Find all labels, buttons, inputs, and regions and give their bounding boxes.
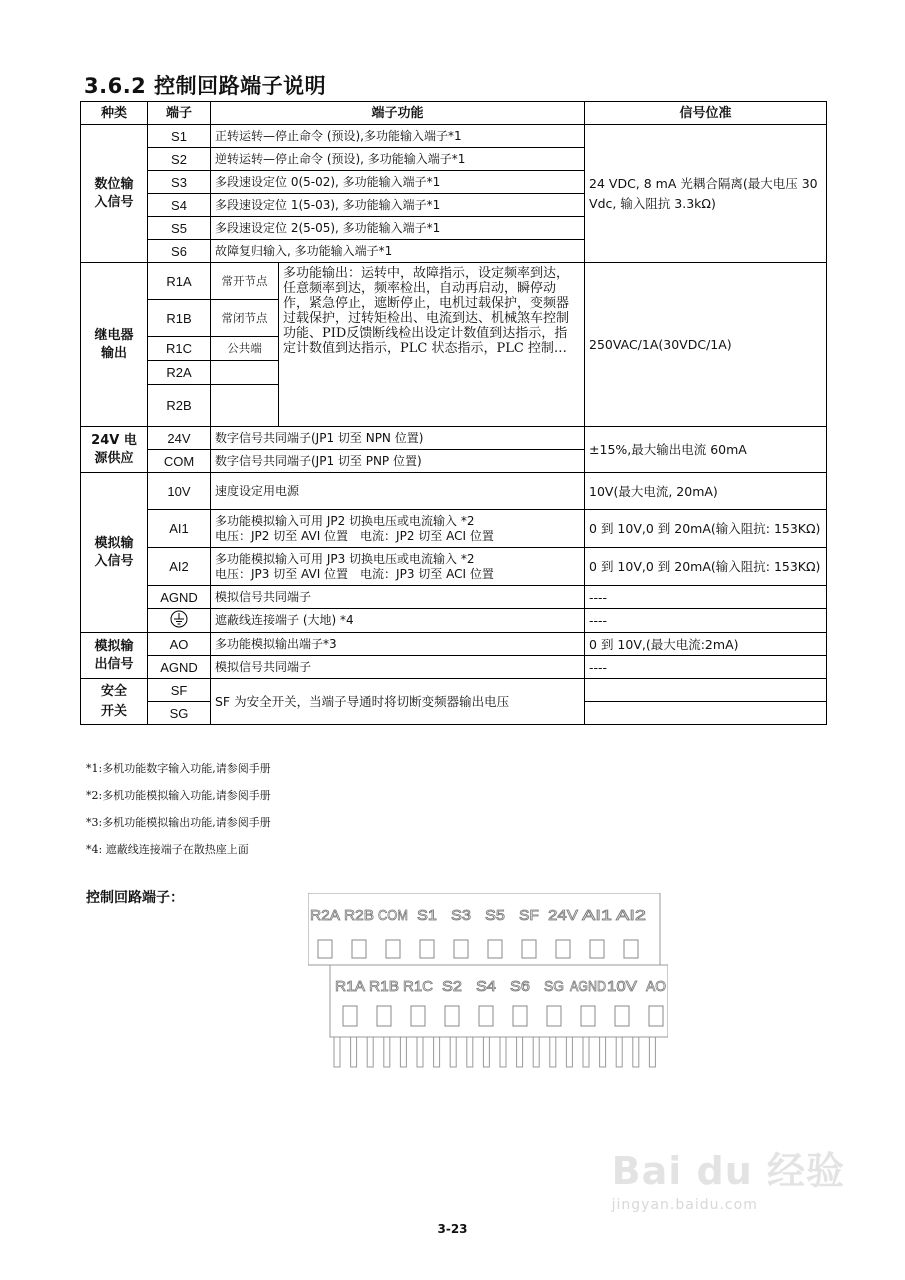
table-row (81, 679, 827, 702)
category-relay (81, 263, 148, 427)
category-label: 模拟输出信号 (94, 638, 134, 672)
category-analog-out (81, 633, 148, 679)
function-line: 速度设定用电源 (215, 483, 300, 498)
terminal-label-top: COM (378, 907, 408, 924)
terminal-cell: S3 (148, 171, 211, 194)
function-line: 电压：JP3 切至 AVI 位置 电流：JP3 切至 ACI 位置 (215, 566, 494, 581)
terminal-screw-top (590, 940, 604, 958)
table-row (81, 609, 827, 633)
terminal-cell: R2B (148, 385, 211, 427)
terminal-pin (616, 1037, 622, 1067)
signal-cell (585, 679, 827, 702)
terminal-label-top: S3 (451, 907, 471, 924)
signal-cell: 10V(最大电流, 20mA) (585, 473, 827, 510)
signal-cell: 0 到 10V,0 到 20mA(输入阻抗: 153KΩ) (585, 548, 827, 586)
function-cell (211, 548, 585, 586)
function-cell (211, 586, 585, 609)
terminal-cell: 24V (148, 427, 211, 450)
function-cell: 数字信号共同端子(JP1 切至 PNP 位置) (211, 450, 585, 473)
function-cell: 多段速设定位 1(5-03), 多功能输入端子*1 (211, 194, 585, 217)
terminal-label-bottom: 10V (607, 978, 637, 995)
footnotes (86, 760, 271, 868)
ground-icon (170, 610, 188, 628)
terminal-cell: AO (148, 633, 211, 656)
signal-cell: ---- (585, 609, 827, 633)
terminal-screw-top (318, 940, 332, 958)
terminal-label-bottom: AGND (570, 978, 607, 995)
terminal-screw-bottom (479, 1006, 493, 1026)
table-row (81, 510, 827, 548)
terminal-screw-bottom (513, 1006, 527, 1026)
header-category: 种类 (81, 102, 148, 125)
function-cell: 多段速设定位 2(5-05), 多功能输入端子*1 (211, 217, 585, 240)
function-line: 模拟信号共同端子 (215, 589, 312, 604)
terminal-pin (600, 1037, 606, 1067)
page-number: 3-23 (437, 1222, 468, 1236)
category-power (81, 427, 148, 473)
control-terminal-title: 控制回路端子： (86, 890, 184, 906)
function-cell: 多功能模拟输出端子*3 (211, 633, 585, 656)
category-analog-in (81, 473, 148, 633)
terminal-pin (500, 1037, 506, 1067)
terminal-cell: R2A (148, 361, 211, 385)
terminal-pin (400, 1037, 406, 1067)
terminal-cell (148, 609, 211, 633)
terminal-pin (450, 1037, 456, 1067)
footnote: *4: 遮蔽线连接端子在散热座上面 (86, 843, 249, 856)
terminal-cell: AI2 (148, 548, 211, 586)
terminal-cell: AI1 (148, 510, 211, 548)
terminal-label-top: S5 (485, 907, 505, 924)
terminal-pin (417, 1037, 423, 1067)
function-cell: 数字信号共同端子(JP1 切至 NPN 位置) (211, 427, 585, 450)
terminal-screw-bottom (581, 1006, 595, 1026)
function-cell: 故障复归输入, 多功能输入端子*1 (211, 240, 585, 263)
signal-cell (585, 125, 827, 263)
terminal-pin (649, 1037, 655, 1067)
function-line: 多功能模拟输入可用 JP2 切换电压或电流输入 *2 (215, 513, 475, 528)
terminal-pin (517, 1037, 523, 1067)
function-cell: 逆转运转—停止命令 (预设), 多功能输入端子*1 (211, 148, 585, 171)
watermark (612, 1140, 845, 1213)
terminal-screw-top (352, 940, 366, 958)
footnote: *2:多机功能模拟输入功能,请参阅手册 (86, 789, 271, 802)
terminal-screw-top (420, 940, 434, 958)
table-row (81, 263, 827, 300)
category-label: 继电器输出 (94, 327, 134, 361)
terminal-label-top: AI2 (616, 907, 646, 924)
signal-cell: 0 到 10V,0 到 20mA(输入阻抗: 153KΩ) (585, 510, 827, 548)
terminal-cell: 10V (148, 473, 211, 510)
terminal-cell: S6 (148, 240, 211, 263)
signal-cell: ---- (585, 586, 827, 609)
function-line: 遮蔽线连接端子 (大地) *4 (215, 613, 354, 627)
function-cell (211, 473, 585, 510)
terminal-label-top: R2B (344, 907, 374, 924)
terminal-label-top: 24V (548, 907, 578, 924)
terminal-block-diagram (308, 893, 668, 1087)
relay-function-cell: 多功能输出：运转中，故障指示，设定频率到达，任意频率到达，频率检出，自动再启动，瞬停动作，紧急停止，遮断停止，电机过载保护，变频器过载保护，过转矩检出、电流到达、机械煞车控制功能、PID反馈断线检出设定计数值到达指示，指定计数值到达指示，PLC 状态指示，PLC 控制… (279, 263, 585, 427)
category-label: 模拟输入信号 (94, 535, 134, 569)
signal-text: 24 VDC, 8 mA 光耦合隔离(最大电压 30 Vdc, 输入阻抗 3.3kΩ) (589, 175, 818, 211)
terminal-cell: AGND (148, 656, 211, 679)
terminal-screw-top (556, 940, 570, 958)
terminal-screw-bottom (547, 1006, 561, 1026)
terminal-screw-bottom (377, 1006, 391, 1026)
terminal-spec-table (80, 101, 827, 725)
terminal-pin (533, 1037, 539, 1067)
terminal-label-top: SF (519, 907, 539, 924)
terminal-cell: SG (148, 702, 211, 725)
terminal-screw-top (454, 940, 468, 958)
terminal-cell: R1A (148, 263, 211, 300)
terminal-screw-bottom (411, 1006, 425, 1026)
table-row (81, 427, 827, 450)
header-function: 端子功能 (211, 102, 585, 125)
terminal-screw-bottom (343, 1006, 357, 1026)
function-cell: 多段速设定位 0(5-02), 多功能输入端子*1 (211, 171, 585, 194)
terminal-cell: S2 (148, 148, 211, 171)
terminal-pin (367, 1037, 373, 1067)
terminal-pin (351, 1037, 357, 1067)
terminal-pin (566, 1037, 572, 1067)
terminal-pin (633, 1037, 639, 1067)
terminal-screw-top (624, 940, 638, 958)
terminal-block-svg (308, 893, 668, 1083)
page-title: 3.6.2 控制回路端子说明 (84, 74, 327, 98)
header-signal: 信号位准 (585, 102, 827, 125)
function-cell (211, 510, 585, 548)
terminal-screw-bottom (649, 1006, 663, 1026)
terminal-screw-top (522, 940, 536, 958)
watermark-logo: Bai du 经验 (611, 1149, 845, 1193)
header-terminal: 端子 (148, 102, 211, 125)
table-row (81, 548, 827, 586)
terminal-pin (583, 1037, 589, 1067)
signal-cell: 0 到 10V,(最大电流:2mA) (585, 633, 827, 656)
function-line: 多功能模拟输入可用 JP3 切换电压或电流输入 *2 (215, 551, 475, 566)
terminal-screw-bottom (445, 1006, 459, 1026)
footnote: *3:多机功能模拟输出功能,请参阅手册 (86, 816, 271, 829)
terminal-label-bottom: S4 (476, 978, 496, 995)
contact-type-cell (211, 361, 279, 385)
terminal-label-bottom: AO (646, 978, 666, 995)
terminal-label-top: R2A (310, 907, 340, 924)
table-row (81, 125, 827, 148)
terminal-pin (483, 1037, 489, 1067)
terminal-cell: COM (148, 450, 211, 473)
terminal-cell: AGND (148, 586, 211, 609)
table-header-row (81, 102, 827, 125)
table-row (81, 633, 827, 656)
category-label: 安全开关 (100, 683, 127, 719)
watermark-url: jingyan.baidu.com (611, 1197, 758, 1213)
category-digital (81, 125, 148, 263)
contact-type-cell: 常开节点 (211, 263, 279, 300)
function-cell (211, 609, 585, 633)
footnote: *1:多机功能数字输入功能,请参阅手册 (86, 762, 271, 775)
terminal-label-bottom: R1C (403, 978, 434, 995)
terminal-label-bottom: S2 (442, 978, 462, 995)
function-cell: SF 为安全开关，当端子导通时将切断变频器输出电压 (211, 679, 585, 725)
signal-cell: ±15%,最大输出电流 60mA (585, 427, 827, 473)
terminal-screw-top (488, 940, 502, 958)
terminal-cell: SF (148, 679, 211, 702)
category-safety (81, 679, 148, 725)
terminal-label-top: AI1 (582, 907, 612, 924)
category-label: 24V 电源供应 (91, 432, 137, 466)
terminal-label-bottom: S6 (510, 978, 530, 995)
terminal-label-top: S1 (417, 907, 437, 924)
terminal-screw-bottom (615, 1006, 629, 1026)
terminal-cell: S5 (148, 217, 211, 240)
terminal-pin (467, 1037, 473, 1067)
terminal-pin (550, 1037, 556, 1067)
terminal-cell: S1 (148, 125, 211, 148)
contact-type-cell: 常闭节点 (211, 300, 279, 337)
table-row (81, 586, 827, 609)
table-row (81, 473, 827, 510)
function-cell: 模拟信号共同端子 (211, 656, 585, 679)
terminal-cell: S4 (148, 194, 211, 217)
terminal-cell: R1C (148, 337, 211, 361)
contact-type-cell: 公共端 (211, 337, 279, 361)
signal-cell: 250VAC/1A(30VDC/1A) (585, 263, 827, 427)
category-label: 数位输入信号 (94, 176, 134, 210)
terminal-screw-top (386, 940, 400, 958)
terminal-pin (384, 1037, 390, 1067)
function-cell: 正转运转—停止命令 (预设),多功能输入端子*1 (211, 125, 585, 148)
table-row (81, 656, 827, 679)
terminal-pin (334, 1037, 340, 1067)
terminal-label-bottom: SG (544, 978, 564, 995)
signal-cell (585, 702, 827, 725)
contact-type-cell (211, 385, 279, 427)
function-line: 电压：JP2 切至 AVI 位置 电流：JP2 切至 ACI 位置 (215, 528, 494, 543)
terminal-label-bottom: R1B (369, 978, 399, 995)
terminal-label-bottom: R1A (335, 978, 365, 995)
terminal-pin (434, 1037, 440, 1067)
terminal-cell: R1B (148, 300, 211, 337)
signal-cell: ---- (585, 656, 827, 679)
